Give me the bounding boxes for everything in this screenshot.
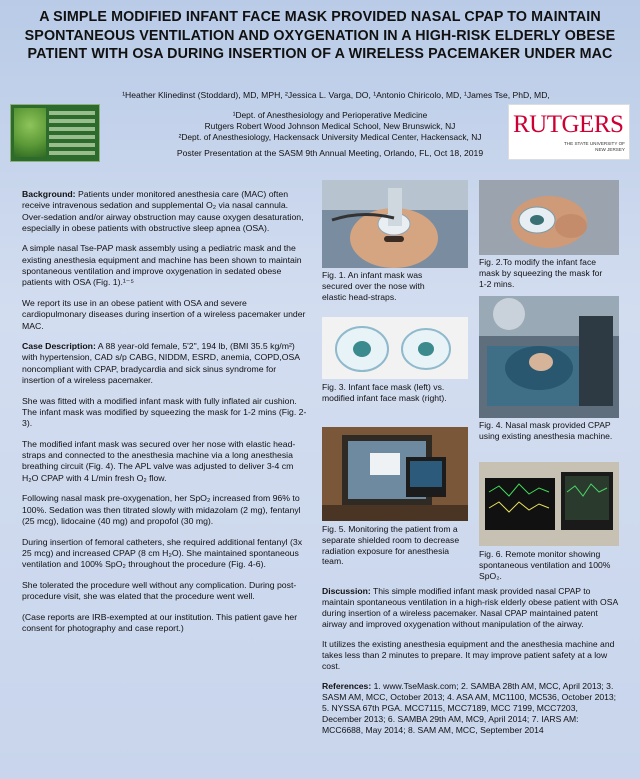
figure-2-caption: Fig. 2.To modify the infant face mask by squeezing the mask for 1-2 mins. — [479, 257, 603, 289]
paragraph-8: During insertion of femoral catheters, she required additional fentanyl (3x 25 mcg) and increased CPAP (8 cm H₂O). She maintained spontaneous ventilation and 100% SpO₂ throughout the procedure (Fig. 4-6). — [22, 536, 303, 570]
figure-5-photo — [322, 427, 468, 521]
poster-title: A SIMPLE MODIFIED INFANT FACE MASK PROVIDED NASAL CPAP TO MAINTAIN SPONTANEOUS VENTILATION AND OXYGENATION IN A HIGH-RISK ELDERLY OBESE PATIENT WITH OSA DURING INSERTION OF A WIRELESS PACEMAKER UNDER MAC — [24, 9, 616, 62]
figure-4-caption: Fig. 4. Nasal mask provided CPAP using existing anesthesia machine. — [479, 420, 613, 441]
tree-icon — [14, 108, 46, 157]
paragraph-3: We report its use in an obese patient with OSA and severe cardiopulmonary diseases during insertion of a wireless pacemaker under MAC. — [22, 297, 306, 331]
figure-4-photo — [479, 296, 619, 418]
paragraph-2: A simple nasal Tse-PAP mask assembly using a pediatric mask and the existing anesthesia equipment and machine has been shown to maintain spontaneous ventilation and improve oxygenation in sedated obese patients with OSA (Fig. 1).¹⁻⁵ — [22, 243, 302, 288]
paragraph-5: She was fitted with a modified infant mask with fully inflated air cushion. The infant mask was modified by squeezing the mask for 1-2 mins (Fig. 2-3). — [22, 395, 307, 429]
discussion-paragraph-2: It utilizes the existing anesthesia equipment and the anesthesia machine and takes less than 2 minutes to prepare. It may improve patient safety at a low cost. — [322, 638, 615, 671]
figure-1-photo — [322, 180, 468, 268]
case-paragraph: Case Description: A 88 year-old female, 5'2", 194 lb, (BMI 35.5 kg/m²) with hypertension, CAD s/p CABG, NIDDM, ESRD, anemia, COPD,OSA noncompliant with CPAP, bradycardia and sick sinus syndrome for insertion of a wireless pacemaker. — [22, 341, 300, 386]
figure-6-caption: Fig. 6. Remote monitor showing spontaneous ventilation and 100% SpO₂. — [479, 549, 611, 581]
figure-2-photo — [479, 180, 619, 255]
background-paragraph: Background: Patients under monitored anesthesia care (MAC) often receive intravenous sedation and supplemental O₂ via nasal cannula. Over-sedation and/or airway obstruction may cause oxygen desaturation, especially in obese patients with obstructive sleep apnea (OSA). — [22, 189, 304, 233]
affiliation-3: ²Dept. of Anesthesiology, Hackensack University Medical Center, Hackensack, NJ — [178, 131, 482, 142]
left-logo — [10, 104, 100, 162]
figure-3-photo — [322, 317, 468, 379]
left-column — [22, 189, 307, 643]
affiliation-2: Rutgers Robert Wood Johnson Medical School, New Brunswick, NJ — [204, 120, 456, 131]
presentation-note: Poster Presentation at the SASM 9th Annual Meeting, Orlando, FL, Oct 18, 2019 — [176, 148, 484, 158]
references: References: 1. www.TseMask.com; 2. SAMBA 28th AM, MCC, April 2013; 3. SASM AM, MCC, October 2013; 4. ASA AM, MC1100, MC536, October 2013; 5. NYSSA 67th PGA. MCC7115, MCC7189, MCC 7199, MCC7203, December 2013; 6. SAMBA 29th AM, MC9, April 2014; 7. IARS AM: MCC6688, May 2014; 8. SAM AM, MCC, September 2014 — [322, 680, 617, 735]
affiliation-1: ¹Dept. of Anesthesiology and Perioperative Medicine — [232, 110, 428, 120]
paragraph-9: She tolerated the procedure well without any complication. During post-procedure visit, she was elated that the procedure went well. — [22, 579, 297, 601]
discussion-paragraph: Discussion: This simple modified infant mask provided nasal CPAP to maintain spontaneous ventilation in a high-risk elderly obese patient with OSA during insertion of a wireless pacemaker. Nasal CPAP maintained patent airway and improved oxygenation without manipulation of the airway. — [322, 586, 618, 629]
discussion-section — [322, 586, 618, 745]
figure-6-photo — [479, 462, 619, 546]
figure-3-caption: Fig. 3. Infant face mask (left) vs. modified infant face mask (right). — [322, 382, 447, 403]
affiliations — [110, 110, 550, 142]
figure-5-caption: Fig. 5. Monitoring the patient from a separate shielded room to decrease radiation exposure for anesthesia team. — [322, 524, 460, 567]
rutgers-logo: RUTGERS THE STATE UNIVERSITY OF NEW JERSEY — [508, 104, 630, 160]
paragraph-6: The modified infant mask was secured over her nose with elastic head-straps and connected to the anesthesia machine via a long anesthesia breathing circuit (Fig. 4). The APL valve was adjusted to deliver 3-4 cm H₂O CPAP with 4 L/min fresh O₂ flow. — [22, 438, 296, 483]
paragraph-7: Following nasal mask pre-oxygenation, her SpO₂ increased from 96% to 100%. Sedation was then titrated slowly with midazolam (2 mg), fentanyl (25 mcg), lidocaine (40 mg) and propofol (30 mg). — [22, 493, 301, 526]
figure-1-caption: Fig. 1. An infant mask was secured over the nose with elastic head-straps. — [322, 270, 425, 302]
paragraph-10: (Case reports are IRB-exempted at our institution. This patient gave her consent for photography and case report.) — [22, 611, 298, 633]
authors: ¹Heather Klinedinst (Stoddard), MD, MPH, ²Jessica L. Varga, DO, ¹Antonio Chiricolo, MD, ¹James Tse, PhD, MD, — [122, 90, 550, 100]
